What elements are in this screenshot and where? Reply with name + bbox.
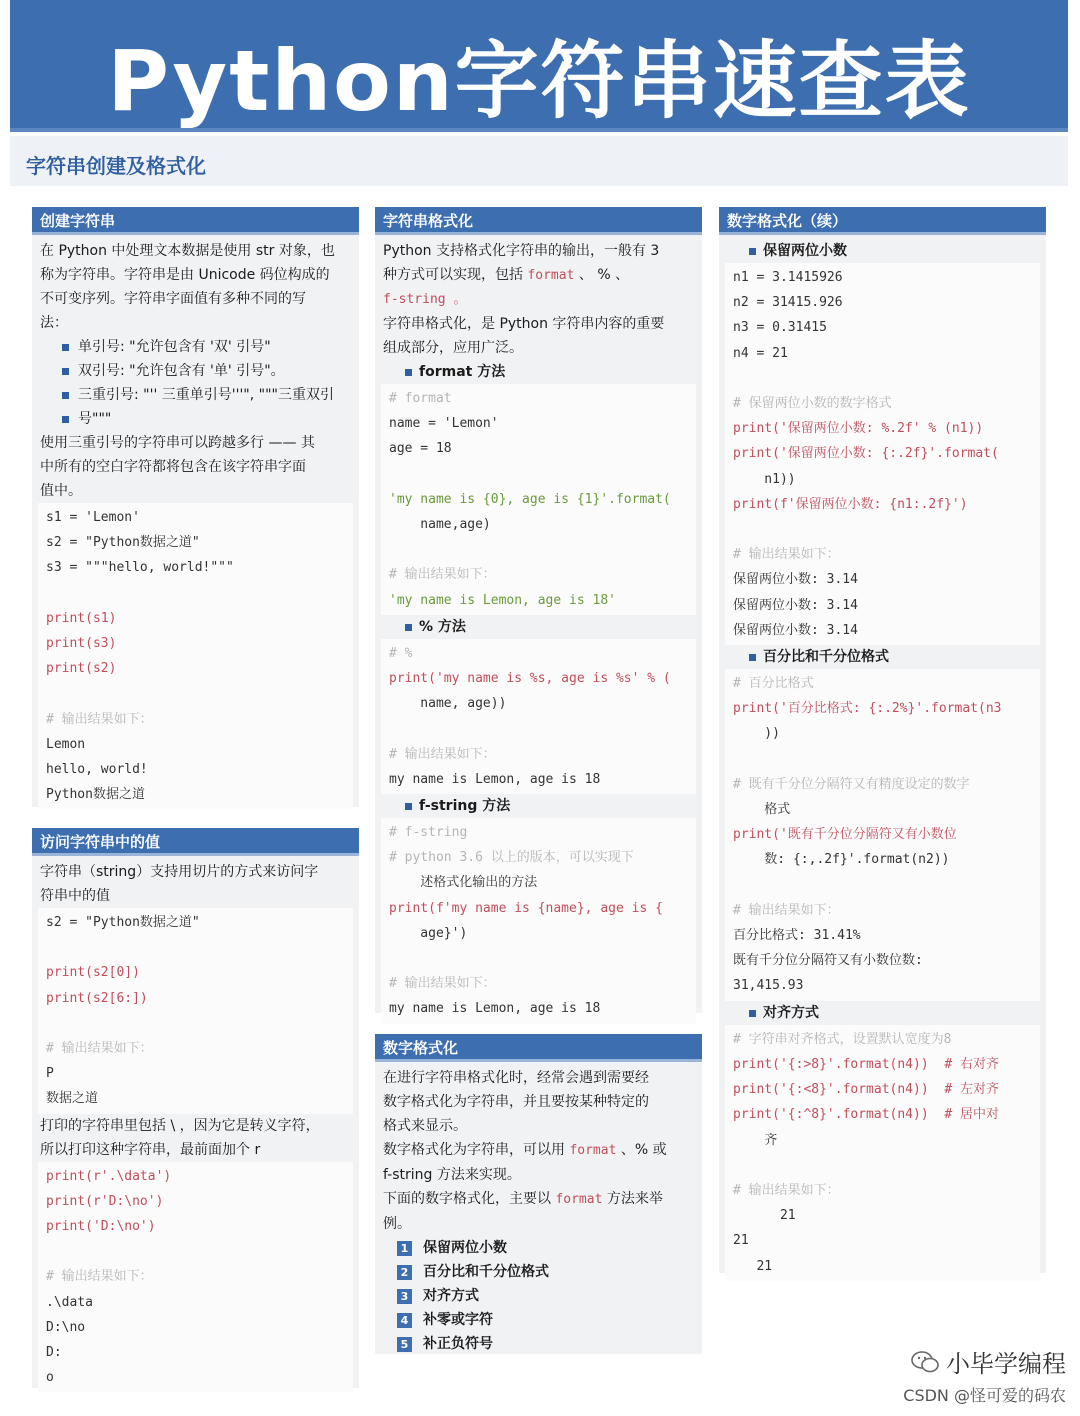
code-line: Python数据之道 [46, 787, 145, 803]
code-line: n4 = 21 [733, 345, 788, 361]
code-line: # % [389, 645, 413, 661]
code-line [389, 716, 688, 741]
footer [903, 1344, 1066, 1406]
code-line [389, 462, 688, 487]
code-line: 格式 [733, 802, 791, 818]
numbered-item-label: 对齐方式 [423, 1288, 479, 1304]
code-line: print('D:\no') [46, 1219, 156, 1235]
paragraph-line: 法： [40, 315, 68, 331]
paragraph-line: 称为字符串。字符串是由 Unicode 码位构成的 [40, 267, 330, 283]
code-line: print('百分比格式: {:.2%}'.format(n3 [733, 701, 1002, 717]
subheading-percent-thousands: 百分比和千分位格式 [727, 645, 1038, 669]
code-line [733, 517, 1032, 542]
code-line: 保留两位小数: 3.14 [733, 597, 858, 613]
card-header: 数字格式化（续） [719, 207, 1046, 235]
format-keyword: format [555, 1192, 603, 1207]
code-line [46, 1011, 345, 1036]
code-line: 数: {:,.2f}'.format(n2)) [733, 852, 950, 868]
code-line [389, 946, 688, 971]
code-block [38, 503, 353, 809]
code-line: Lemon [46, 736, 86, 752]
create-intro [40, 239, 351, 335]
numfmt-line: f-string 方法来实现。 [383, 1167, 521, 1183]
code-line: print(r'D:\no') [46, 1193, 164, 1209]
numfmt-line: 例。 [383, 1216, 411, 1232]
bullet-item: 三重引号: "'' 三重单引号'''", """三重双引 [40, 383, 351, 407]
format-intro-line: f-string 。 [383, 292, 467, 307]
code-block [38, 908, 353, 1114]
code-line: print('{:<8}'.format(n4)) # 左对齐 [733, 1082, 999, 1098]
code-block [725, 669, 1040, 1001]
code-line: name,age) [389, 517, 491, 533]
paragraph-line: 字符串格式化，是 Python 字符串内容的重要 [383, 316, 665, 332]
paragraph-line: 字符串（string）支持用切片的方式来访问字 [40, 864, 319, 880]
code-line: print(r'.\data') [46, 1168, 172, 1184]
paragraph-line: 值中。 [40, 483, 82, 499]
card-access-string [32, 828, 359, 1388]
format-keyword: format [569, 1143, 617, 1158]
code-line: print(s2[0]) [46, 965, 140, 981]
text-span: 下面的数字格式化，主要以 [383, 1191, 556, 1207]
code-block [381, 384, 696, 615]
code-line: # 百分比格式 [733, 676, 814, 692]
code-line: print('既有千分位分隔符又有小数位 [733, 827, 957, 843]
code-line [733, 873, 1032, 898]
code-line: s2 = "Python数据之道" [46, 915, 200, 930]
code-line: s1 = 'Lemon' [46, 510, 140, 525]
format-intro-line [383, 263, 694, 288]
subheading-two-decimals: 保留两位小数 [727, 239, 1038, 263]
card-header: 字符串格式化 [375, 207, 702, 235]
code-line [46, 681, 345, 706]
code-line: 31,415.93 [733, 978, 804, 994]
code-line: # 输出结果如下： [733, 547, 840, 563]
code-block [725, 263, 1040, 645]
subheading-alignment: 对齐方式 [727, 1001, 1038, 1025]
code-line [46, 935, 345, 960]
format-keyword: format [527, 268, 575, 283]
code-line: # 输出结果如下： [46, 711, 153, 727]
create-after [40, 431, 351, 503]
code-line: 21 [733, 1258, 773, 1274]
code-line: my name is Lemon, age is 18 [389, 1001, 601, 1017]
format-intro-line: Python 支持格式化字符串的输出，一般有 3 [383, 243, 660, 259]
bullet-item: 单引号: "允许包含有 '双' 引号" [40, 335, 351, 359]
section-title: 字符串创建及格式化 [26, 154, 206, 178]
code-line: print('保留两位小数: %.2f' % (n1)) [733, 421, 984, 437]
code-line: print(f'my name is {name}, age is { [389, 900, 663, 916]
numbered-item [383, 1284, 694, 1308]
code-line: # 输出结果如下： [389, 976, 496, 992]
code-line: age}') [389, 925, 468, 941]
code-block [725, 1025, 1040, 1281]
code-line: print(s1) [46, 610, 117, 626]
paragraph-line: 组成部分，应用广泛。 [383, 340, 523, 356]
number-badge: 5 [397, 1337, 412, 1352]
code-line: )) [733, 726, 780, 742]
code-line: print(s3) [46, 636, 117, 652]
card-header: 数字格式化 [375, 1034, 702, 1062]
code-line: s3 = """hello, world!""" [46, 560, 234, 576]
code-line: hello, world! [46, 762, 148, 778]
paragraph-line: 中所有的空白字符都将包含在该字符串字面 [40, 459, 306, 475]
code-line [46, 581, 345, 606]
code-line: 保留两位小数: 3.14 [733, 572, 858, 588]
code-line: # f-string [389, 825, 468, 841]
code-line [389, 537, 688, 562]
code-line: print('my name is %s, age is %s' % ( [389, 671, 671, 687]
code-line: print(s2[6:]) [46, 990, 148, 1006]
code-block [381, 818, 696, 1024]
card-create-string [32, 207, 359, 807]
code-line: age = 18 [389, 441, 452, 457]
code-line: # format [389, 391, 452, 406]
code-line [733, 366, 1032, 391]
code-line: print('保留两位小数: {:.2f}'.format( [733, 446, 999, 462]
code-block [381, 639, 696, 794]
create-bullets [40, 335, 351, 431]
code-line: # 字符串对齐格式，设置默认宽度为8 [733, 1031, 952, 1047]
numbered-item-label: 保留两位小数 [423, 1240, 507, 1256]
title-banner [10, 0, 1068, 132]
paragraph-line: 使用三重引号的字符串可以跨越多行 —— 其 [40, 435, 315, 451]
access-mid [40, 1114, 351, 1162]
paragraph-line: 不可变序列。字符串字面值有多种不同的写 [40, 291, 306, 307]
card-string-format [375, 207, 702, 1017]
number-badge: 2 [397, 1265, 412, 1280]
code-line: o [46, 1370, 54, 1386]
code-line: n1)) [733, 471, 796, 487]
access-intro [40, 860, 351, 908]
number-badge: 3 [397, 1289, 412, 1304]
paragraph-line: 所以打印这种字符串，最前面加个 r [40, 1141, 261, 1158]
code-line: # 既有千分位分隔符又有精度设定的数字 [733, 776, 970, 792]
numbered-item [383, 1236, 694, 1260]
code-line: # python 3.6 以上的版本，可以实现下 [389, 850, 634, 866]
numbered-item-label: 补正负符号 [423, 1336, 493, 1352]
code-line: 述格式化输出的方法 [389, 875, 538, 891]
code-line: # 输出结果如下： [389, 746, 496, 762]
numfmt-items [383, 1236, 694, 1356]
code-line: D: [46, 1345, 62, 1361]
code-line: name, age)) [389, 696, 507, 712]
paragraph-line: 打印的字符串里包括 \ ，因为它是转义字符， [40, 1117, 320, 1134]
code-line: print('{:^8}'.format(n4)) # 居中对 [733, 1107, 999, 1123]
card-number-format [375, 1034, 702, 1354]
code-line: print(s2) [46, 661, 117, 677]
numbered-item-label: 补零或字符 [423, 1312, 493, 1328]
code-line: # 保留两位小数的数字格式 [733, 396, 892, 412]
code-line: 数据之道 [46, 1091, 99, 1107]
numbered-item [383, 1332, 694, 1356]
code-line: # 输出结果如下： [46, 1041, 153, 1057]
code-line: # 输出结果如下： [46, 1269, 153, 1285]
wechat-name: 小毕学编程 [946, 1350, 1066, 1378]
code-line: .\data [46, 1294, 93, 1310]
csdn-credit: CSDN @怪可爱的码农 [903, 1386, 1066, 1405]
number-badge: 1 [397, 1241, 412, 1256]
code-line: 百分比格式: 31.41% [733, 928, 861, 944]
numfmt-p1 [383, 1066, 694, 1138]
numbered-item [383, 1308, 694, 1332]
page-title: Python字符串速查表 [107, 32, 971, 130]
subheading-fstring-method: f-string 方法 [383, 794, 694, 818]
numbered-item-label: 百分比和千分位格式 [423, 1264, 549, 1280]
code-line: 21 [733, 1233, 749, 1249]
section-band [10, 136, 1068, 186]
code-line: # 输出结果如下： [733, 1182, 840, 1198]
numfmt-line [383, 1187, 694, 1212]
code-line: name = 'Lemon' [389, 416, 499, 432]
format-intro4 [383, 312, 694, 360]
paragraph-line: 在进行字符串格式化时，经常会遇到需要经 [383, 1070, 649, 1086]
text-span: 数字格式化为字符串，可以用 [383, 1142, 570, 1158]
text-span: 、 % 、 [574, 267, 630, 283]
numbered-item [383, 1260, 694, 1284]
code-line: 既有千分位分隔符又有小数位数: [733, 953, 923, 969]
code-line: s2 = "Python数据之道" [46, 535, 200, 551]
code-line [46, 1239, 345, 1264]
paragraph-line: 在 Python 中处理文本数据是使用 str 对象，也 [40, 243, 335, 259]
code-line: # 输出结果如下： [389, 567, 496, 583]
code-block [38, 1162, 353, 1393]
number-badge: 4 [397, 1313, 412, 1328]
code-line: 'my name is Lemon, age is 18' [389, 592, 616, 608]
wechat-account [903, 1344, 1066, 1379]
card-number-format-cont [719, 207, 1046, 1273]
paragraph-line: 格式来显示。 [383, 1118, 467, 1134]
subheading-format-method: format 方法 [383, 360, 694, 384]
code-line: P [46, 1066, 54, 1082]
wechat-icon [910, 1350, 940, 1374]
code-line: my name is Lemon, age is 18 [389, 771, 601, 787]
code-line: 齐 [733, 1132, 778, 1148]
numfmt-line [383, 1138, 694, 1163]
code-line: 保留两位小数: 3.14 [733, 622, 858, 638]
code-line [733, 747, 1032, 772]
paragraph-line: 符串中的值 [40, 888, 110, 904]
code-line: n1 = 3.1415926 [733, 270, 843, 285]
code-line: print('{:>8}'.format(n4)) # 右对齐 [733, 1056, 999, 1072]
code-line: n2 = 31415.926 [733, 295, 843, 311]
code-line: D:\no [46, 1319, 86, 1335]
bullet-item: 号""" [40, 407, 351, 431]
code-line [733, 1153, 1032, 1178]
card-header: 创建字符串 [32, 207, 359, 235]
code-line: print(f'保留两位小数: {n1:.2f}') [733, 496, 968, 512]
bullet-item: 双引号: "允许包含有 '单' 引号"。 [40, 359, 351, 383]
paragraph-line: 数字格式化为字符串，并且要按某种特定的 [383, 1094, 649, 1110]
code-line: 21 [733, 1208, 796, 1224]
text-span: 、% 或 [616, 1142, 667, 1158]
code-line: 'my name is {0}, age is {1}'.format( [389, 491, 671, 507]
subheading-percent-method: % 方法 [383, 615, 694, 639]
code-line: n3 = 0.31415 [733, 320, 827, 336]
code-line: # 输出结果如下： [733, 902, 840, 918]
card-header: 访问字符串中的值 [32, 828, 359, 856]
text-span: 种方式可以实现，包括 [383, 267, 528, 283]
text-span: 方法来举 [602, 1191, 663, 1207]
